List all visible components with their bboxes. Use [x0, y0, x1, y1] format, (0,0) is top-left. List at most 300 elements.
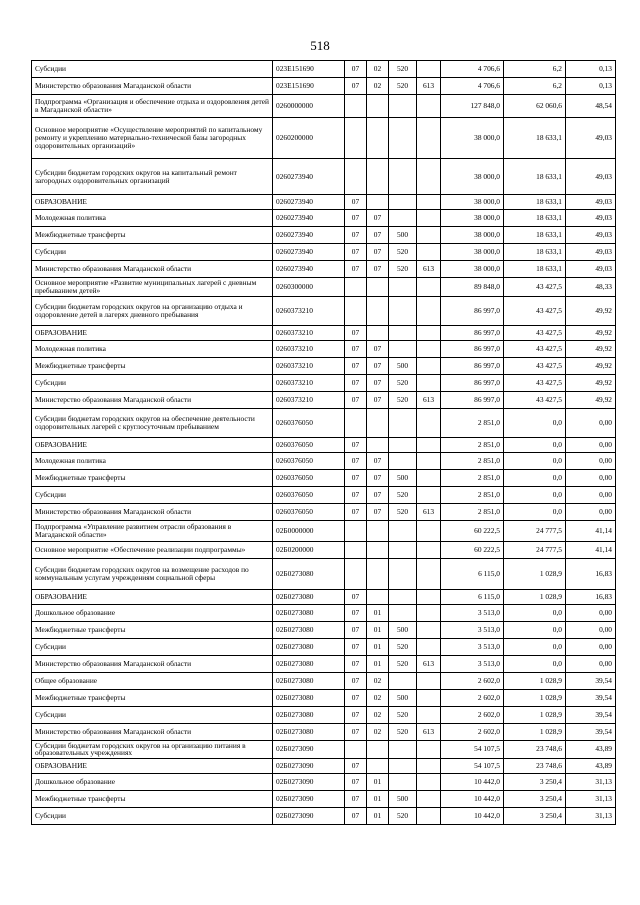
row-actual-cell: 3 250,4: [504, 791, 566, 808]
row-section-cell: [345, 740, 367, 759]
row-percent-cell: 48,33: [566, 278, 616, 297]
row-admin-cell: [417, 357, 441, 374]
row-name-cell: Межбюджетные трансферты: [32, 357, 273, 374]
row-code-cell: 02Б0273080: [273, 558, 345, 589]
row-name-cell: ОБРАЗОВАНИЕ: [32, 437, 273, 452]
row-subsection-cell: 01: [367, 808, 389, 825]
row-expense-type-cell: 520: [389, 808, 417, 825]
row-admin-cell: [417, 672, 441, 689]
row-percent-cell: 39,54: [566, 706, 616, 723]
row-plan-cell: 2 602,0: [441, 689, 504, 706]
row-subsection-cell: 02: [367, 723, 389, 740]
row-plan-cell: 89 848,0: [441, 278, 504, 297]
row-section-cell: 07: [345, 723, 367, 740]
table-row: [32, 391, 616, 408]
row-actual-cell: 18 633,1: [504, 261, 566, 278]
row-section-cell: [345, 296, 367, 325]
row-actual-cell: 23 748,6: [504, 740, 566, 759]
row-expense-type-cell: [389, 774, 417, 791]
row-admin-cell: [417, 452, 441, 469]
row-name-cell: Подпрограмма «Управление развитием отрасли образования в Магаданской области»: [32, 520, 273, 541]
row-expense-type-cell: 500: [389, 621, 417, 638]
row-plan-cell: 10 442,0: [441, 774, 504, 791]
row-percent-cell: 0,00: [566, 408, 616, 437]
row-code-cell: 02Б0273080: [273, 604, 345, 621]
row-code-cell: 0260376050: [273, 486, 345, 503]
row-plan-cell: 4 706,6: [441, 61, 504, 78]
row-code-cell: 02Б0273090: [273, 759, 345, 774]
row-subsection-cell: 07: [367, 227, 389, 244]
row-section-cell: 07: [345, 808, 367, 825]
table-row: [32, 195, 616, 210]
row-expense-type-cell: 520: [389, 655, 417, 672]
row-expense-type-cell: 520: [389, 503, 417, 520]
row-admin-cell: [417, 195, 441, 210]
table-row: [32, 558, 616, 589]
row-expense-type-cell: [389, 604, 417, 621]
row-admin-cell: [417, 118, 441, 159]
table-row: [32, 261, 616, 278]
row-code-cell: 023E151690: [273, 78, 345, 95]
table-row: [32, 520, 616, 541]
row-subsection-cell: 07: [367, 486, 389, 503]
row-percent-cell: 0,00: [566, 437, 616, 452]
row-name-cell: Субсидии: [32, 638, 273, 655]
row-section-cell: 07: [345, 391, 367, 408]
row-code-cell: 0260273940: [273, 195, 345, 210]
table-row: [32, 340, 616, 357]
row-plan-cell: 127 848,0: [441, 95, 504, 118]
row-admin-cell: [417, 638, 441, 655]
row-percent-cell: 16,83: [566, 558, 616, 589]
row-plan-cell: 3 513,0: [441, 621, 504, 638]
row-percent-cell: 41,14: [566, 520, 616, 541]
row-expense-type-cell: [389, 195, 417, 210]
row-expense-type-cell: [389, 520, 417, 541]
row-code-cell: 0260373210: [273, 296, 345, 325]
row-code-cell: 0260373210: [273, 391, 345, 408]
row-subsection-cell: 07: [367, 503, 389, 520]
row-expense-type-cell: 520: [389, 706, 417, 723]
row-percent-cell: 49,92: [566, 374, 616, 391]
row-actual-cell: 1 028,9: [504, 706, 566, 723]
row-section-cell: 07: [345, 357, 367, 374]
row-code-cell: 0260373210: [273, 340, 345, 357]
row-plan-cell: 60 222,5: [441, 520, 504, 541]
row-actual-cell: 1 028,9: [504, 589, 566, 604]
row-admin-cell: 613: [417, 503, 441, 520]
row-admin-cell: 613: [417, 723, 441, 740]
row-admin-cell: [417, 808, 441, 825]
row-subsection-cell: [367, 759, 389, 774]
row-subsection-cell: [367, 325, 389, 340]
row-name-cell: Субсидии бюджетам городских округов на организацию питания в образовательных учреждениях: [32, 740, 273, 759]
row-name-cell: Министерство образования Магаданской области: [32, 723, 273, 740]
row-subsection-cell: [367, 278, 389, 297]
row-subsection-cell: 01: [367, 621, 389, 638]
row-code-cell: 02Б0273090: [273, 740, 345, 759]
row-admin-cell: [417, 689, 441, 706]
row-section-cell: 07: [345, 621, 367, 638]
table-row: [32, 706, 616, 723]
row-section-cell: 07: [345, 791, 367, 808]
row-expense-type-cell: [389, 278, 417, 297]
row-admin-cell: 613: [417, 391, 441, 408]
row-name-cell: Министерство образования Магаданской области: [32, 391, 273, 408]
row-admin-cell: [417, 210, 441, 227]
row-name-cell: Субсидии: [32, 706, 273, 723]
row-admin-cell: [417, 791, 441, 808]
row-actual-cell: 0,0: [504, 604, 566, 621]
table-row: [32, 723, 616, 740]
row-subsection-cell: 02: [367, 672, 389, 689]
row-percent-cell: 49,92: [566, 325, 616, 340]
row-name-cell: ОБРАЗОВАНИЕ: [32, 325, 273, 340]
row-plan-cell: 3 513,0: [441, 638, 504, 655]
row-code-cell: 02Б0273080: [273, 589, 345, 604]
table-row: [32, 589, 616, 604]
row-expense-type-cell: 500: [389, 791, 417, 808]
row-code-cell: 02Б0000000: [273, 520, 345, 541]
row-plan-cell: 3 513,0: [441, 655, 504, 672]
row-expense-type-cell: 500: [389, 469, 417, 486]
row-subsection-cell: 07: [367, 452, 389, 469]
row-name-cell: ОБРАЗОВАНИЕ: [32, 759, 273, 774]
row-code-cell: 0260273940: [273, 244, 345, 261]
row-expense-type-cell: 520: [389, 261, 417, 278]
row-subsection-cell: 02: [367, 706, 389, 723]
row-admin-cell: [417, 541, 441, 558]
row-percent-cell: 39,54: [566, 723, 616, 740]
row-code-cell: 0260300000: [273, 278, 345, 297]
row-actual-cell: 6,2: [504, 78, 566, 95]
table-body: [32, 61, 616, 825]
table-row: [32, 61, 616, 78]
row-code-cell: 0260273940: [273, 227, 345, 244]
row-percent-cell: 0,00: [566, 469, 616, 486]
row-name-cell: Субсидии бюджетам городских округов на возмещение расходов по коммунальным услугам учреждениям социальной сферы: [32, 558, 273, 589]
row-admin-cell: [417, 244, 441, 261]
budget-table: [31, 60, 616, 825]
row-subsection-cell: [367, 159, 389, 195]
row-admin-cell: 613: [417, 261, 441, 278]
row-subsection-cell: 07: [367, 244, 389, 261]
row-expense-type-cell: 500: [389, 357, 417, 374]
row-subsection-cell: 02: [367, 61, 389, 78]
row-code-cell: 0260373210: [273, 374, 345, 391]
table-row: [32, 227, 616, 244]
row-percent-cell: 41,14: [566, 541, 616, 558]
row-actual-cell: 1 028,9: [504, 723, 566, 740]
row-actual-cell: 43 427,5: [504, 357, 566, 374]
row-admin-cell: [417, 740, 441, 759]
table-row: [32, 452, 616, 469]
table-row: [32, 278, 616, 297]
row-code-cell: 0260273940: [273, 159, 345, 195]
row-code-cell: 0260000000: [273, 95, 345, 118]
row-name-cell: Общее образование: [32, 672, 273, 689]
row-expense-type-cell: 520: [389, 78, 417, 95]
row-actual-cell: 23 748,6: [504, 759, 566, 774]
row-plan-cell: 3 513,0: [441, 604, 504, 621]
row-section-cell: 07: [345, 61, 367, 78]
row-actual-cell: 1 028,9: [504, 672, 566, 689]
row-actual-cell: 18 633,1: [504, 244, 566, 261]
row-section-cell: 07: [345, 325, 367, 340]
row-code-cell: 0260376050: [273, 503, 345, 520]
row-admin-cell: [417, 558, 441, 589]
row-admin-cell: [417, 706, 441, 723]
table-row: [32, 210, 616, 227]
row-name-cell: Межбюджетные трансферты: [32, 621, 273, 638]
row-name-cell: Субсидии: [32, 808, 273, 825]
row-name-cell: Межбюджетные трансферты: [32, 469, 273, 486]
row-plan-cell: 86 997,0: [441, 391, 504, 408]
row-actual-cell: 0,0: [504, 469, 566, 486]
row-section-cell: 07: [345, 759, 367, 774]
row-plan-cell: 86 997,0: [441, 296, 504, 325]
row-code-cell: 02Б0273080: [273, 655, 345, 672]
row-percent-cell: 49,03: [566, 118, 616, 159]
row-percent-cell: 0,00: [566, 486, 616, 503]
row-plan-cell: 2 851,0: [441, 437, 504, 452]
row-section-cell: 07: [345, 195, 367, 210]
table-row: [32, 638, 616, 655]
row-name-cell: Межбюджетные трансферты: [32, 227, 273, 244]
row-admin-cell: 613: [417, 655, 441, 672]
row-subsection-cell: [367, 408, 389, 437]
row-plan-cell: 54 107,5: [441, 759, 504, 774]
row-percent-cell: 0,00: [566, 604, 616, 621]
row-code-cell: 0260200000: [273, 118, 345, 159]
row-plan-cell: 38 000,0: [441, 118, 504, 159]
row-actual-cell: 18 633,1: [504, 159, 566, 195]
row-percent-cell: 49,03: [566, 210, 616, 227]
row-admin-cell: [417, 296, 441, 325]
row-admin-cell: [417, 469, 441, 486]
row-plan-cell: 2 602,0: [441, 706, 504, 723]
row-subsection-cell: 01: [367, 774, 389, 791]
row-name-cell: Министерство образования Магаданской области: [32, 261, 273, 278]
row-expense-type-cell: [389, 452, 417, 469]
row-expense-type-cell: 520: [389, 723, 417, 740]
row-subsection-cell: 02: [367, 689, 389, 706]
row-actual-cell: 18 633,1: [504, 195, 566, 210]
row-percent-cell: 49,92: [566, 391, 616, 408]
row-admin-cell: [417, 437, 441, 452]
row-expense-type-cell: [389, 210, 417, 227]
row-name-cell: Министерство образования Магаданской области: [32, 655, 273, 672]
row-name-cell: ОБРАЗОВАНИЕ: [32, 589, 273, 604]
row-plan-cell: 38 000,0: [441, 195, 504, 210]
row-section-cell: 07: [345, 374, 367, 391]
row-code-cell: 02Б0273080: [273, 672, 345, 689]
row-subsection-cell: 07: [367, 391, 389, 408]
row-subsection-cell: [367, 520, 389, 541]
row-code-cell: 02Б0273080: [273, 638, 345, 655]
row-percent-cell: 49,03: [566, 244, 616, 261]
table-row: [32, 437, 616, 452]
table-row: [32, 541, 616, 558]
row-name-cell: Министерство образования Магаданской области: [32, 503, 273, 520]
row-expense-type-cell: [389, 541, 417, 558]
row-section-cell: 07: [345, 672, 367, 689]
row-subsection-cell: 02: [367, 78, 389, 95]
row-percent-cell: 0,13: [566, 61, 616, 78]
table-row: [32, 78, 616, 95]
row-section-cell: [345, 278, 367, 297]
row-code-cell: 02Б0273090: [273, 808, 345, 825]
row-subsection-cell: 07: [367, 469, 389, 486]
table-row: [32, 469, 616, 486]
row-actual-cell: 0,0: [504, 638, 566, 655]
row-admin-cell: [417, 159, 441, 195]
row-expense-type-cell: [389, 672, 417, 689]
row-name-cell: Молодежная политика: [32, 210, 273, 227]
row-plan-cell: 10 442,0: [441, 791, 504, 808]
table-row: [32, 791, 616, 808]
row-code-cell: 02Б0273080: [273, 689, 345, 706]
row-section-cell: 07: [345, 452, 367, 469]
row-subsection-cell: [367, 740, 389, 759]
row-expense-type-cell: [389, 437, 417, 452]
row-plan-cell: 10 442,0: [441, 808, 504, 825]
row-actual-cell: 43 427,5: [504, 325, 566, 340]
table-row: [32, 503, 616, 520]
row-code-cell: 02Б0273080: [273, 706, 345, 723]
row-subsection-cell: 07: [367, 357, 389, 374]
row-section-cell: 07: [345, 589, 367, 604]
row-percent-cell: 31,13: [566, 791, 616, 808]
row-name-cell: ОБРАЗОВАНИЕ: [32, 195, 273, 210]
row-actual-cell: 43 427,5: [504, 278, 566, 297]
row-actual-cell: 18 633,1: [504, 210, 566, 227]
row-actual-cell: 3 250,4: [504, 774, 566, 791]
row-name-cell: Субсидии бюджетам городских округов на капитальный ремонт загородных оздоровительных организаций: [32, 159, 273, 195]
row-code-cell: 02Б0273080: [273, 723, 345, 740]
table-row: [32, 159, 616, 195]
table-row: [32, 357, 616, 374]
row-code-cell: 0260376050: [273, 408, 345, 437]
row-actual-cell: 0,0: [504, 408, 566, 437]
row-percent-cell: 16,83: [566, 589, 616, 604]
row-plan-cell: 38 000,0: [441, 159, 504, 195]
row-name-cell: Дошкольное образование: [32, 774, 273, 791]
row-plan-cell: 2 851,0: [441, 486, 504, 503]
table-row: [32, 689, 616, 706]
row-code-cell: 02Б0200000: [273, 541, 345, 558]
table-row: [32, 408, 616, 437]
row-plan-cell: 60 222,5: [441, 541, 504, 558]
row-code-cell: 0260376050: [273, 452, 345, 469]
row-section-cell: 07: [345, 210, 367, 227]
row-section-cell: 07: [345, 340, 367, 357]
row-expense-type-cell: [389, 340, 417, 357]
table-row: [32, 655, 616, 672]
row-expense-type-cell: [389, 296, 417, 325]
row-admin-cell: 613: [417, 78, 441, 95]
row-subsection-cell: [367, 95, 389, 118]
row-code-cell: 0260376050: [273, 437, 345, 452]
row-section-cell: 07: [345, 604, 367, 621]
row-percent-cell: 39,54: [566, 672, 616, 689]
row-admin-cell: [417, 486, 441, 503]
row-section-cell: [345, 118, 367, 159]
row-code-cell: 0260273940: [273, 261, 345, 278]
row-percent-cell: 39,54: [566, 689, 616, 706]
row-expense-type-cell: [389, 159, 417, 195]
row-section-cell: [345, 95, 367, 118]
table-row: [32, 740, 616, 759]
row-subsection-cell: 01: [367, 791, 389, 808]
row-subsection-cell: [367, 541, 389, 558]
row-actual-cell: 0,0: [504, 437, 566, 452]
row-plan-cell: 2 602,0: [441, 723, 504, 740]
row-expense-type-cell: 520: [389, 638, 417, 655]
row-section-cell: 07: [345, 503, 367, 520]
row-subsection-cell: [367, 558, 389, 589]
table-row: [32, 759, 616, 774]
row-actual-cell: 24 777,5: [504, 541, 566, 558]
row-section-cell: 07: [345, 469, 367, 486]
row-section-cell: [345, 558, 367, 589]
row-section-cell: 07: [345, 638, 367, 655]
row-section-cell: 07: [345, 244, 367, 261]
row-plan-cell: 2 851,0: [441, 452, 504, 469]
row-actual-cell: 24 777,5: [504, 520, 566, 541]
row-code-cell: 02Б0273090: [273, 774, 345, 791]
table-row: [32, 374, 616, 391]
table-row: [32, 672, 616, 689]
row-percent-cell: 49,92: [566, 296, 616, 325]
row-name-cell: Межбюджетные трансферты: [32, 791, 273, 808]
row-percent-cell: 49,03: [566, 261, 616, 278]
row-subsection-cell: 01: [367, 638, 389, 655]
row-code-cell: 02Б0273090: [273, 791, 345, 808]
row-expense-type-cell: [389, 759, 417, 774]
row-plan-cell: 86 997,0: [441, 325, 504, 340]
row-admin-cell: [417, 604, 441, 621]
row-expense-type-cell: [389, 325, 417, 340]
row-percent-cell: 0,00: [566, 452, 616, 469]
row-plan-cell: 6 115,0: [441, 558, 504, 589]
row-subsection-cell: 07: [367, 210, 389, 227]
row-subsection-cell: 01: [367, 655, 389, 672]
row-section-cell: [345, 541, 367, 558]
row-name-cell: Министерство образования Магаданской области: [32, 78, 273, 95]
row-subsection-cell: 07: [367, 374, 389, 391]
row-expense-type-cell: 520: [389, 61, 417, 78]
row-subsection-cell: [367, 195, 389, 210]
row-section-cell: 07: [345, 655, 367, 672]
table-row: [32, 774, 616, 791]
row-expense-type-cell: 520: [389, 391, 417, 408]
row-percent-cell: 43,89: [566, 740, 616, 759]
row-actual-cell: 43 427,5: [504, 374, 566, 391]
row-name-cell: Основное мероприятие «Осуществление мероприятий по капитальному ремонту и укреплению материально-технической базы загородных оздоровительных организаций»: [32, 118, 273, 159]
row-admin-cell: [417, 408, 441, 437]
table-row: [32, 325, 616, 340]
row-plan-cell: 38 000,0: [441, 227, 504, 244]
row-plan-cell: 38 000,0: [441, 261, 504, 278]
row-expense-type-cell: [389, 740, 417, 759]
row-subsection-cell: 07: [367, 261, 389, 278]
row-name-cell: Субсидии бюджетам городских округов на обеспечение деятельности оздоровительных лагерей с круглосуточным пребыванием: [32, 408, 273, 437]
row-subsection-cell: 01: [367, 604, 389, 621]
row-percent-cell: 0,00: [566, 655, 616, 672]
row-section-cell: 07: [345, 261, 367, 278]
row-subsection-cell: [367, 296, 389, 325]
